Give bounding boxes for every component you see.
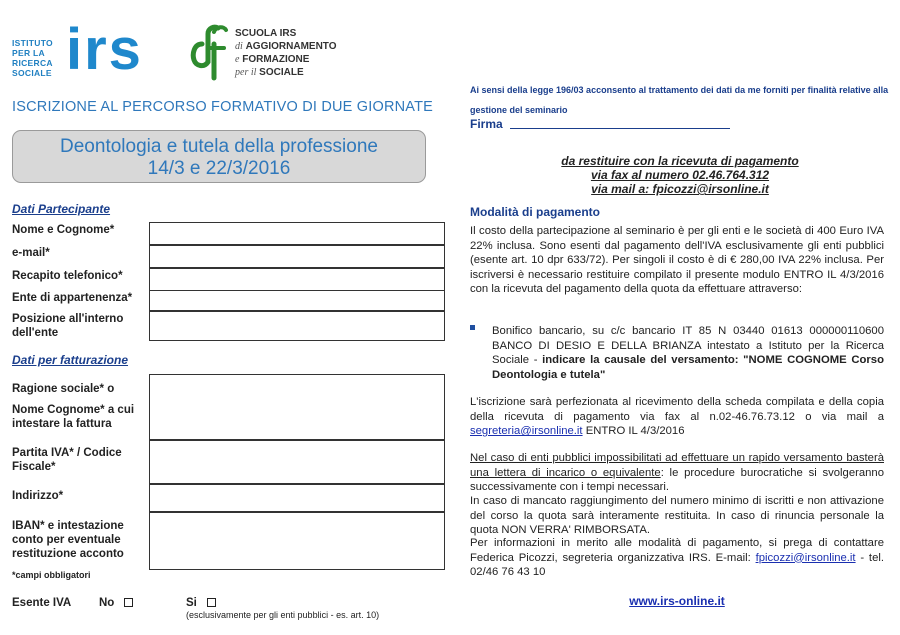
vat-exempt-si [186, 596, 216, 610]
signature-label: Firma [470, 117, 503, 131]
email-label: e-mail* [12, 247, 50, 259]
irs-logo-caption [12, 38, 66, 78]
si-checkbox[interactable] [207, 598, 216, 607]
irs-caption-line: RICERCA [12, 58, 53, 68]
organization-field[interactable] [149, 290, 445, 311]
participant-heading: Dati Partecipante [12, 202, 111, 216]
public-entities-note [470, 451, 884, 495]
return-mail: via mail a: fpicozzi@irsonline.it [591, 182, 769, 196]
company-field[interactable] [149, 374, 445, 440]
contact-phone: - tel. 02/46 76 43 10 [470, 551, 885, 579]
registration-text: L'iscrizione sarà perfezionata al ricevimento della scheda compilata e della copia della ricevuta di pagamento via fax al n.02-46.76.73.12 o via mail a [470, 396, 884, 423]
payment-heading: Modalità di pagamento [470, 205, 601, 219]
contact-email-link[interactable]: fpicozzi@irsonline.it [755, 551, 856, 564]
website-link-wrapper [470, 594, 884, 608]
scuola-line: SCUOLA IRS [235, 28, 297, 39]
refund-policy: In caso di mancato raggiungimento del numero minimo di iscritti e non attivazione del corso la quota sarà interamente restituita. In caso di rinuncia personale la quota NON VERRA' RIMBORSATA. [470, 495, 884, 537]
scuola-line: di AGGIORNAMENTO [235, 41, 337, 52]
position-label: Posizione all'interno dell'ente [12, 313, 124, 339]
email-field[interactable] [149, 245, 445, 268]
company-label: Ragione sociale* o [12, 383, 115, 395]
payment-reason: indicare la causale del versamento: "NOME COGNOME Corso Deontologia e tutela" [492, 354, 884, 381]
form-subtitle: ISCRIZIONE AL PERCORSO FORMATIVO DI DUE GIORNATE [12, 99, 434, 115]
position-field[interactable] [149, 311, 445, 341]
organization-label: Ente di appartenenza* [12, 292, 133, 304]
name-label: Nome e Cognome* [12, 224, 115, 236]
vat-exempt-note: (esclusivamente per gli enti pubblici - es. art. 10) [186, 610, 380, 620]
return-instructions [470, 154, 890, 196]
bullet-icon [470, 325, 475, 330]
scuola-line: e FORMAZIONE [235, 54, 310, 65]
registration-confirmation [470, 395, 884, 439]
phone-label: Recapito telefonico* [12, 270, 123, 282]
company-name-label: Nome Cognome* a cui intestare la fattura [12, 404, 135, 430]
irs-caption-line: SOCIALE [12, 68, 52, 78]
scuola-line: per il SOCIALE [235, 67, 304, 78]
course-title-box [12, 130, 426, 183]
public-entities-underlined: Nel caso di enti pubblici impossibilitati ad effettuare un rapido versamento basterà una lettera di incarico o equivalente [470, 452, 884, 479]
required-note: *campi obbligatori [12, 570, 91, 580]
payment-paragraph: Il costo della partecipazione al seminario è per gli enti e le società di 400 Euro IVA 22% inclusa. Sono esenti dal pagamento dell'IVA esclusivamente gli enti pubblici (esente art. 10 dpr 633/72). Per singoli il costo è di € 280,00 IVA 22% inclusa. Per iscriversi è necessario restituire compilato il presente modulo ENTRO IL 4/3/2016 con la ricevuta del pagamento della quota da effettuare attraverso: [470, 225, 884, 296]
vat-field[interactable] [149, 440, 445, 484]
billing-heading: Dati per fatturazione [12, 353, 129, 367]
signature-line[interactable] [510, 128, 730, 129]
return-line: da restituire con la ricevuta di pagamento [561, 154, 799, 168]
no-label: No [99, 597, 115, 609]
bank-transfer-info [492, 324, 884, 382]
iban-field[interactable] [149, 512, 445, 570]
irs-caption-line: PER LA [12, 48, 45, 58]
address-field[interactable] [149, 484, 445, 512]
iban-label: IBAN* e intestazione conto per eventuale restituzione acconto [12, 520, 124, 560]
course-dates: 14/3 e 22/3/2016 [147, 158, 291, 179]
si-label: Si [186, 597, 197, 609]
name-field[interactable] [149, 222, 445, 245]
scuola-logo-icon [188, 24, 230, 82]
address-label: Indirizzo* [12, 490, 64, 502]
vat-label: Partita IVA* / Codice Fiscale* [12, 447, 122, 473]
website-link[interactable]: www.irs-online.it [629, 594, 725, 608]
course-title: Deontologia e tutela della professione [60, 136, 378, 157]
scuola-logo-text [235, 27, 337, 79]
irs-logo: irs [66, 17, 143, 82]
return-fax: via fax al numero 02.46.764.312 [590, 168, 770, 182]
secretariat-email-link[interactable]: segreteria@irsonline.it [470, 425, 583, 438]
bank-details: Bonifico bancario, su c/c bancario IT 85 N 03440 01613 000000110600 BANCO DI DESIO E DELLA BRIANZA intestato a Istituto per la Ricerca Sociale - [492, 325, 884, 367]
vat-exempt-label: Esente IVA [12, 597, 72, 609]
phone-field[interactable] [149, 268, 445, 291]
no-checkbox[interactable] [124, 598, 133, 607]
irs-caption-line: ISTITUTO [12, 38, 53, 48]
public-entities-text: : le procedure burocratiche si svolgeranno successivamente con i tempi necessari. [470, 466, 884, 494]
registration-deadline: ENTRO IL 4/3/2016 [582, 425, 685, 438]
vat-exempt-no [99, 596, 133, 610]
contact-info [470, 536, 884, 580]
privacy-consent: Ai sensi della legge 196/03 acconsento al trattamento dei dati da me forniti per finalità relative alla gestione del seminario [470, 85, 889, 115]
contact-text: Per informazioni in merito alle modalità di pagamento, si prega di contattare Federica Picozzi, segreteria organizzativa IRS. E-mail: [470, 537, 884, 564]
